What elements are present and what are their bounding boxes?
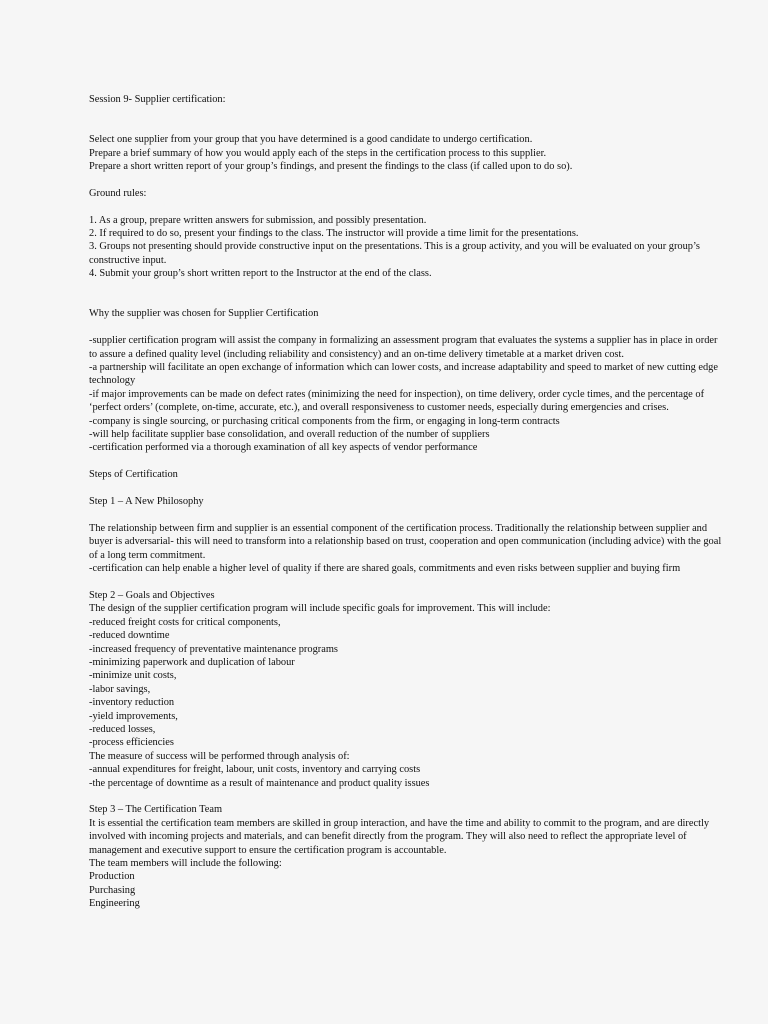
why-item: -will help facilitate supplier base consolidation, and overall reduction of the number of suppliers [89, 429, 490, 441]
steps-heading: Steps of Certification [89, 469, 178, 481]
ground-rule-item: 2. If required to do so, present your findings to the class. The instructor will provide a time limit for the presentations. [89, 228, 579, 240]
why-item: -if major improvements can be made on defect rates (minimizing the need for inspection), on time delivery, order cycle times, and the percentage of ‘perfect orders’ (complete, on-time, accurate, etc.), and overall responsiveness to customer needs, especially during emergencies and crises. [89, 388, 705, 414]
intro-line: Select one supplier from your group that you have determined is a good candidate to undergo certification. [89, 134, 533, 146]
step3-line: The team members will include the following: [89, 858, 282, 869]
ground-rule-item: 3. Groups not presenting should provide constructive input on the presentations. This is a group activity, and you will be evaluated on your group’s constructive input. [89, 241, 700, 266]
step2-line: -reduced downtime [89, 630, 170, 642]
step2-line: -reduced losses, [89, 723, 156, 735]
step2-line: -labor savings, [89, 683, 151, 695]
step2-line: -increased frequency of preventative maintenance programs [89, 643, 338, 655]
step2-line: -the percentage of downtime as a result of maintenance and product quality issues [89, 777, 430, 789]
step2-line: -reduced freight costs for critical components, [89, 616, 281, 628]
step2-line: -yield improvements, [89, 710, 178, 722]
step2-line: -minimize unit costs, [89, 670, 177, 682]
step1-paragraph: -certification can help enable a higher level of quality if there are shared goals, commitments and even risks between supplier and buying firm [89, 563, 681, 575]
step2-line: The measure of success will be performed through analysis of: [89, 750, 350, 762]
step3-line: Production [89, 871, 135, 883]
ground-rule-item: 4. Submit your group’s short written report to the Instructor at the end of the class. [89, 268, 432, 280]
ground-rule-item: 1. As a group, prepare written answers for submission, and possibly presentation. [89, 214, 427, 226]
step1-heading: Step 1 – A New Philosophy [89, 496, 204, 508]
step2-line: -annual expenditures for freight, labour, unit costs, inventory and carrying costs [89, 764, 421, 776]
why-item: -certification performed via a thorough examination of all key aspects of vendor performance [89, 442, 478, 454]
step3-heading: Step 3 – The Certification Team [89, 804, 223, 816]
step2-line: -process efficiencies [89, 737, 174, 749]
why-item: -supplier certification program will assist the company in formalizing an assessment program that evaluates the systems a supplier has in place in order to assure a defined quality level (including reliability and consistency) and an on-time delivery timetable at a market driven cost. [89, 335, 718, 360]
intro-line: Prepare a short written report of your group’s findings, and present the findings to the class (if called upon to do so). [89, 161, 573, 173]
why-item: -a partnership will facilitate an open exchange of information which can lower costs, and increase adaptability and speed to market of new cutting edge technology [89, 362, 718, 387]
step3-paragraph: It is essential the certification team members are skilled in group interaction, and have the time and ability to commit to the program, and are directly involved with incoming projects and materials, and can benefit directly from the program. They will also need to reflect the appropriate level of management and executive support to ensure the certification program is accountable. [89, 817, 710, 856]
why-heading: Why the supplier was chosen for Supplier Certification [89, 308, 319, 320]
step2-line: -inventory reduction [89, 697, 175, 709]
step3-line: Engineering [89, 898, 140, 910]
doc-title: Session 9- Supplier certification: [89, 94, 226, 105]
step3-line: Purchasing [89, 884, 136, 896]
step2-heading: Step 2 – Goals and Objectives [89, 589, 215, 601]
step1-paragraph: The relationship between firm and supplier is an essential component of the certification process. Traditionally the relationship between supplier and buyer is adversarial- this will need to transform into a relationship based on trust, cooperation and open communication (including advice) with the goal of a long term commitment. [89, 522, 722, 561]
why-item: -company is single sourcing, or purchasing critical components from the firm, or engaging in long-term contracts [89, 415, 560, 427]
intro-line: Prepare a brief summary of how you would apply each of the steps in the certification process to this supplier. [89, 147, 547, 159]
step2-line: -minimizing paperwork and duplication of labour [89, 656, 295, 668]
ground-rules-heading: Ground rules: [89, 187, 147, 199]
step2-line: The design of the supplier certification program will include specific goals for improvement. This will include: [89, 603, 551, 615]
